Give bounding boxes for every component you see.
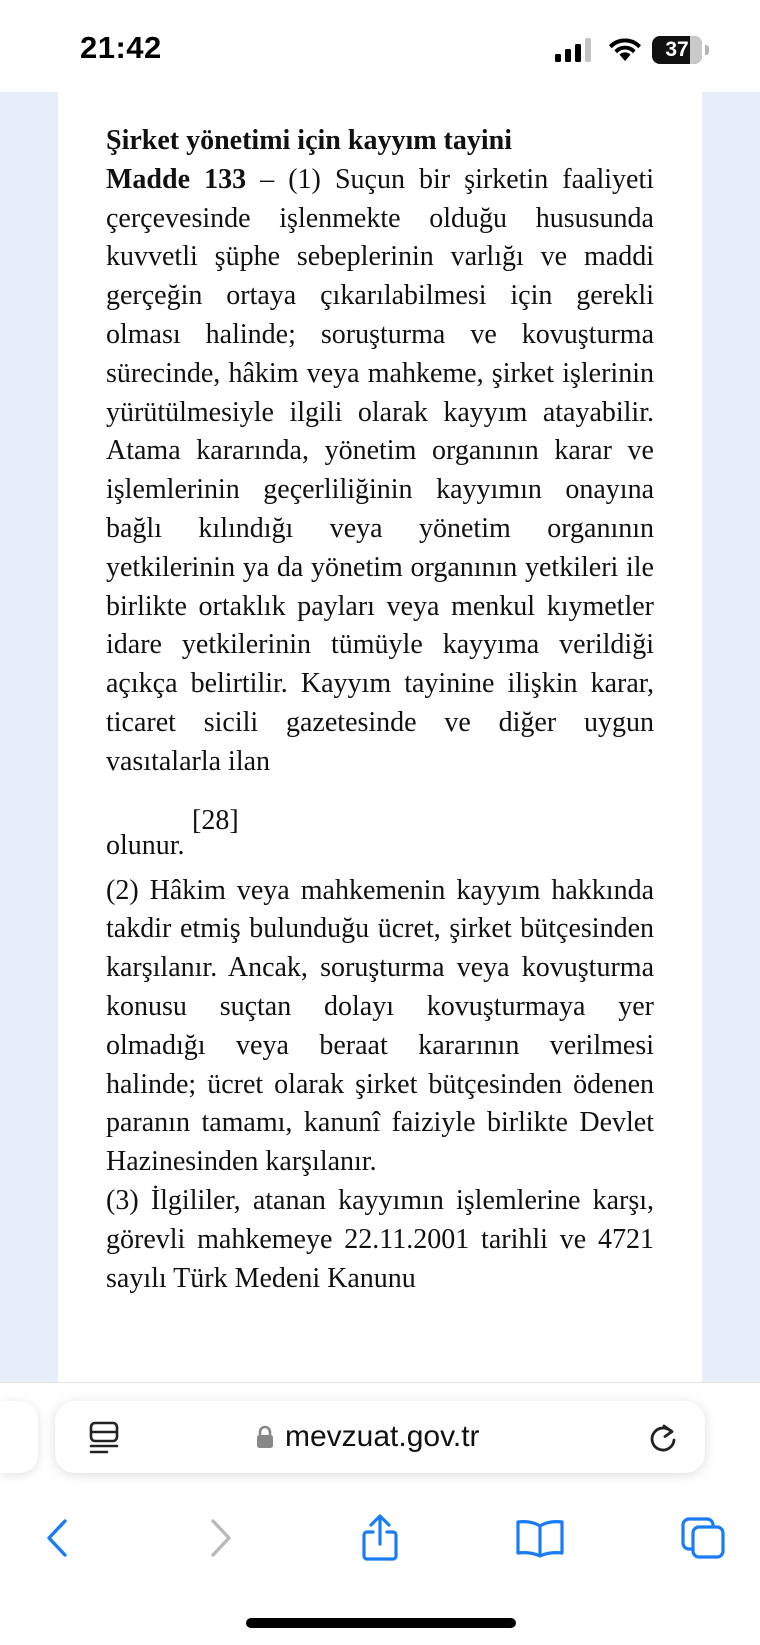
address-bar[interactable]: [55, 1401, 705, 1473]
back-chevron-icon: [45, 1518, 71, 1558]
tabs-button[interactable]: [675, 1512, 731, 1564]
battery-tip: [705, 45, 709, 55]
article-content: [106, 122, 654, 1298]
url-display[interactable]: [255, 1401, 480, 1473]
forward-chevron-icon: [207, 1518, 233, 1558]
reader-mode-icon[interactable]: [87, 1421, 121, 1455]
battery-body: [652, 36, 702, 64]
back-button[interactable]: [30, 1512, 86, 1564]
paragraph-1-text: – (1) Suçun bir şirketin faaliyeti çerçevesinde işlenmekte olduğu hususunda kuvvetli şüphe sebeplerinin varlığı ve maddi gerçeğin ortaya çıkarılabilmesi için gerekli olması halinde; soruşturma ve kovuşturma sürecinde, hâkim veya mahkeme, şirket işlerinin yürütülmesiyle ilgili olarak kayyım atayabilir. Atama kararında, yönetim organının karar ve işlemlerinin geçerliliğinin kayyımın onayına bağlı kılındığı veya yönetim organının yetkilerinin ya da yönetim organının yetkileri ile birlikte ortaklık payları veya menkul kıymetler idare yetkilerinin tümüyle kayyıma verildiği açıkça belirtilir. Kayyım tayinine ilişkin karar, ticaret sicili gazetesinde ve diğer uygun vasıtalarla ilan: [106, 163, 654, 777]
reload-icon[interactable]: [647, 1421, 679, 1455]
status-bar: [0, 0, 760, 92]
bookmarks-button[interactable]: [512, 1512, 568, 1564]
cellular-signal-icon: [555, 38, 591, 62]
paragraph-3: (3) İlgililer, atanan kayyımın işlemlerine karşı, görevli mahkemeye 22.11.2001 tarihli ve 4721 sayılı Türk Medeni Kanunu: [106, 1184, 654, 1294]
battery-percent: 37: [665, 38, 689, 61]
address-bar-area: [0, 1382, 760, 1491]
home-indicator[interactable]: [246, 1618, 516, 1628]
tabs-icon: [680, 1516, 726, 1560]
paragraph-1: [106, 161, 654, 782]
article-title: Şirket yönetimi için kayyım tayini: [106, 125, 512, 156]
madde-label: Madde 133: [106, 163, 247, 195]
bottom-toolbar: [0, 1490, 760, 1645]
paragraph-2: (2) Hâkim veya mahkemenin kayyım hakkında takdir etmiş bulunduğu ücret, şirket bütçesinden karşılanır. Ancak, soruşturma veya kovuşturma konusu suçtan dolayı kovuşturmaya yer olmadığı veya beraat kararının verilmesi halinde; ücret olarak şirket bütçesinden ödenen paranın tamamı, kanunî faiziyle birlikte Devlet Hazinesinden karşılanır.: [106, 874, 654, 1178]
previous-tab-peek[interactable]: [0, 1401, 38, 1473]
wifi-icon: [608, 37, 642, 62]
law-article: [58, 92, 702, 1382]
footnote-link[interactable]: [28]: [192, 804, 239, 836]
forward-button[interactable]: [192, 1512, 248, 1564]
url-text: mevzuat.gov.tr: [285, 1420, 480, 1453]
share-icon: [359, 1514, 401, 1562]
bookmarks-book-icon: [515, 1518, 565, 1558]
paragraph-1-end: [106, 782, 654, 872]
lock-icon: [255, 1425, 275, 1449]
battery-icon: [652, 36, 710, 64]
share-button[interactable]: [352, 1512, 408, 1564]
status-time: 21:42: [80, 30, 162, 65]
paragraph-1-last-word: olunur.: [106, 829, 185, 861]
